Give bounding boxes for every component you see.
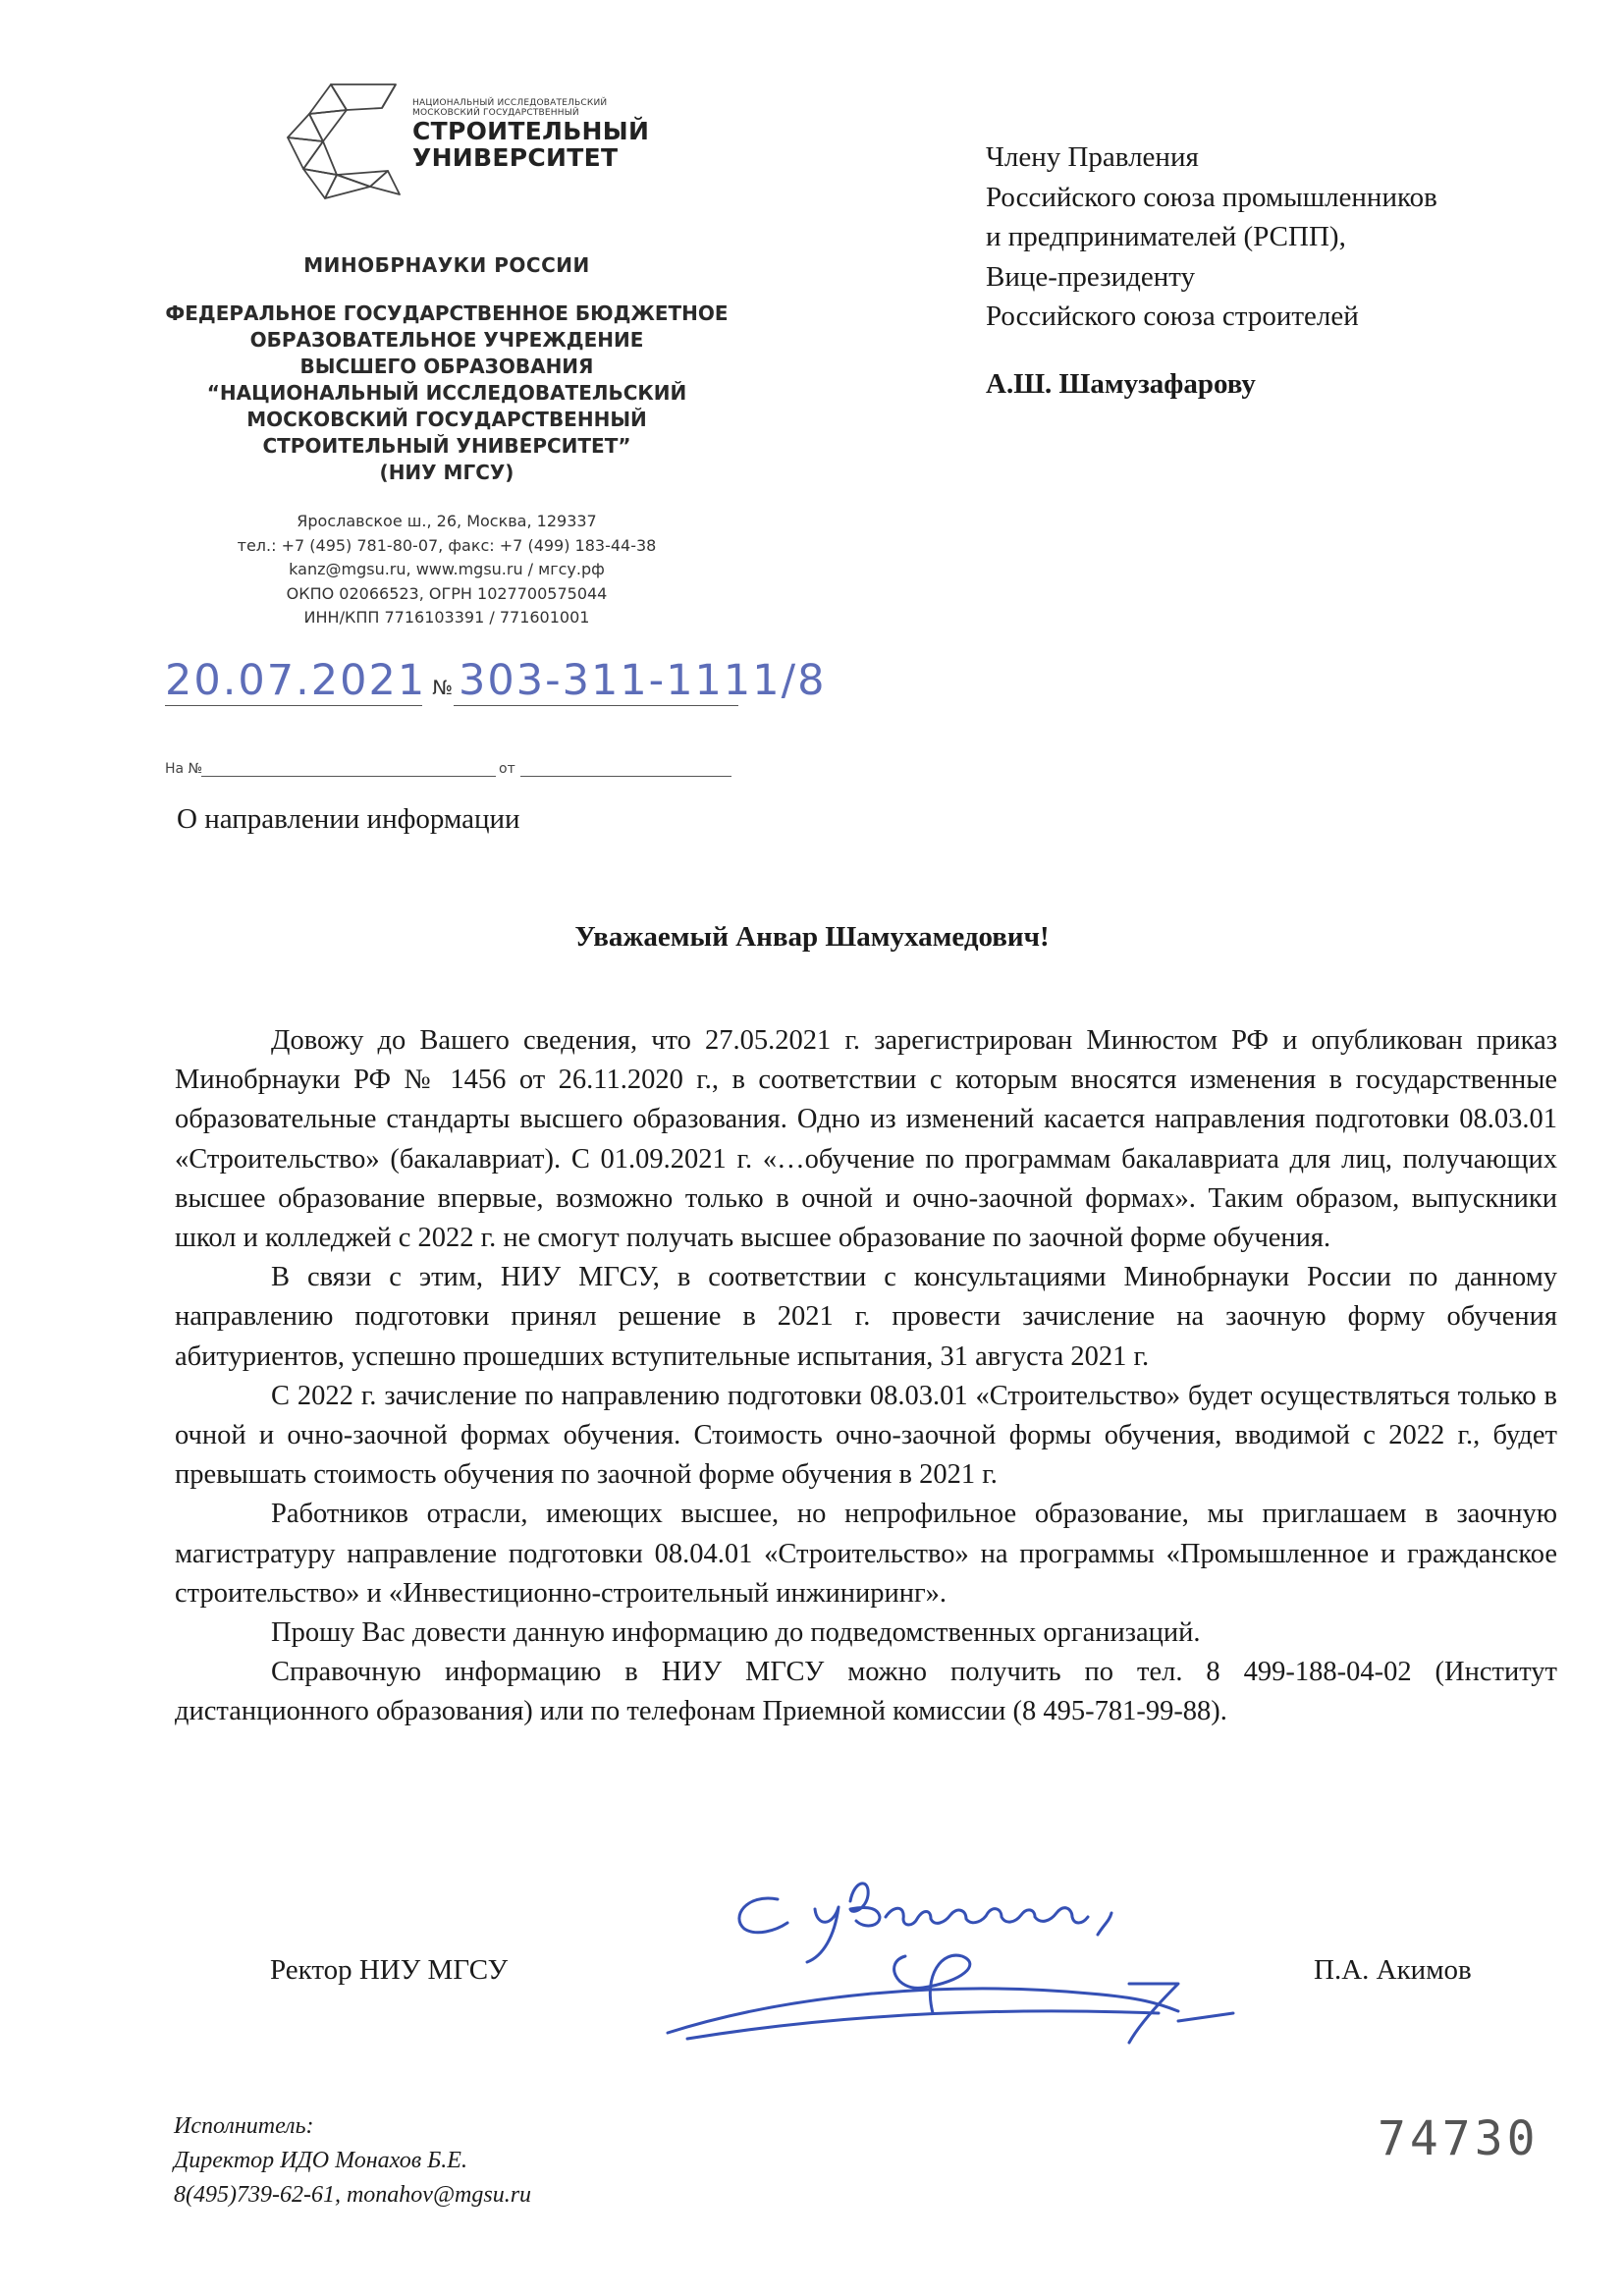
addressee-line: Члену Правления (986, 141, 1199, 173)
executor-contact: 8(495)739-62-61, monahov@mgsu.ru (174, 2182, 532, 2208)
logo-small-line-2: МОСКОВСКИЙ ГОСУДАРСТВЕННЫЙ (412, 108, 579, 118)
institution-line: ОБРАЗОВАТЕЛЬНОЕ УЧРЕЖДЕНИЕ (249, 328, 644, 352)
reference-date-label: от (499, 761, 515, 777)
executor-label: Исполнитель: (174, 2113, 314, 2139)
signatory-title: Ректор НИУ МГСУ (270, 1954, 509, 1986)
body-paragraph: В связи с этим, НИУ МГСУ, в соответствии с консультациями Минобрнауки России по данному направлению подготовки принял решение в 2021 г. провести зачисление на заочную форму обучения абитуриентов, успешно прошедших вступительные испытания, 31 августа 2021 г. (175, 1262, 1557, 1372)
letter-body (175, 1021, 1557, 1732)
body-paragraph: Довожу до Вашего сведения, что 27.05.2021 г. зарегистрирован Минюстом РФ и опубликован приказ Минобрнауки РФ № 1456 от 26.11.2020 г., в соответствии с которым вносятся изменения в государственные образовательные стандарты высшего образования. Одно из изменений касается направления подготовки 08.03.01 «Строительство» (бакалавриат). С 01.09.2021 г. «…обучение по программам бакалавриата для лиц, получающих высшее образование впервые, возможно только в очной и очно-заочной формах». Таким образом, выпускники школ и колледжей с 2022 г. не смогут получать высшее образование по заочной форме обучения. (175, 1025, 1557, 1254)
handwritten-signature (628, 1866, 1335, 2052)
registration-number: 74730 (1378, 2111, 1540, 2166)
signatory-name: П.А. Акимов (1314, 1954, 1472, 1986)
greeting: Уважаемый Анвар Шамухамедович! (574, 921, 1050, 953)
logo-small-line-1: НАЦИОНАЛЬНЫЙ ИССЛЕДОВАТЕЛЬСКИЙ (412, 98, 608, 108)
reference-line (165, 761, 202, 777)
addressee-line: и предпринимателей (РСПП), (986, 221, 1346, 252)
contact-details (142, 510, 751, 630)
addressee-line: Российского союза строителей (986, 301, 1359, 332)
logo-big-line-2: УНИВЕРСИТЕТ (412, 143, 619, 172)
outgoing-number: 303-311-1111/8 (459, 656, 827, 705)
addressee-line: Российского союза промышленников (986, 181, 1437, 213)
executor-person: Директор ИДО Монахов Б.Е. (174, 2148, 467, 2173)
contact-line: тел.: +7 (495) 781-80-07, факс: +7 (499) 183-44-38 (237, 535, 657, 555)
signature-closing-text (0, 0, 1, 1)
institution-line: ФЕДЕРАЛЬНОЕ ГОСУДАРСТВЕННОЕ БЮДЖЕТНОЕ (165, 301, 729, 325)
body-paragraph: Прошу Вас довести данную информацию до подведомственных организаций. (271, 1617, 1201, 1649)
logo-big-line-1: СТРОИТЕЛЬНЫЙ (412, 117, 650, 145)
body-paragraph: С 2022 г. зачисление по направлению подготовки 08.03.01 «Строительство» будет осуществляться только в очной и очно-заочной формах обучения. Стоимость очно-заочной формы обучения, вводимой с 2022 г., будет превышать стоимость обучения по заочной форме обучения в 2021 г. (175, 1380, 1557, 1491)
ministry-name: МИНОБРНАУКИ РОССИИ (303, 253, 590, 277)
executor-block (174, 2109, 531, 2213)
addressee-name: А.Ш. Шамузафарову (986, 367, 1256, 400)
outgoing-date: 20.07.2021 (165, 656, 427, 705)
institution-name (142, 301, 751, 486)
institution-line: “НАЦИОНАЛЬНЫЙ ИССЛЕДОВАТЕЛЬСКИЙ (206, 381, 687, 405)
reference-number-blank (201, 776, 496, 777)
contact-line: ОКПО 02066523, ОГРН 1027700575044 (286, 583, 608, 603)
institution-line: СТРОИТЕЛЬНЫЙ УНИВЕРСИТЕТ” (262, 434, 631, 458)
letter-subject: О направлении информации (177, 803, 520, 835)
institution-line: ВЫСШЕГО ОБРАЗОВАНИЯ (299, 355, 594, 378)
contact-line: Ярославское ш., 26, Москва, 129337 (297, 512, 597, 530)
institution-line: (НИУ МГСУ) (379, 461, 514, 484)
number-underline (454, 705, 738, 706)
addressee-block (986, 137, 1437, 404)
reference-number-label: На № (165, 761, 203, 777)
institution-line: МОСКОВСКИЙ ГОСУДАРСТВЕННЫЙ (246, 408, 647, 431)
contact-line: ИНН/КПП 7716103391 / 771601001 (303, 608, 590, 628)
date-underline (165, 705, 422, 706)
addressee-line: Вице-президенту (986, 260, 1196, 293)
body-paragraph: Работников отрасли, имеющих высшее, но непрофильное образование, мы приглашаем в заочную магистратуру направление подготовки 08.04.01 «Строительство» на программы «Промышленное и гражданское строительство» и «Инвестиционно-строительный инжиниринг». (175, 1499, 1557, 1609)
number-sign: № (432, 676, 454, 699)
logo-wordmark (412, 98, 649, 171)
contact-line: kanz@mgsu.ru, www.mgsu.ru / мгсу.рф (289, 560, 605, 579)
university-logo-icon (280, 81, 407, 203)
outgoing-date-number (165, 656, 826, 705)
body-paragraph: Справочную информацию в НИУ МГСУ можно получить по тел. 8 499-188-04-02 (Институт дистанционного образования) или по телефонам Приемной комиссии (8 495-781-99-88). (175, 1657, 1557, 1727)
reference-date-blank (520, 776, 731, 777)
